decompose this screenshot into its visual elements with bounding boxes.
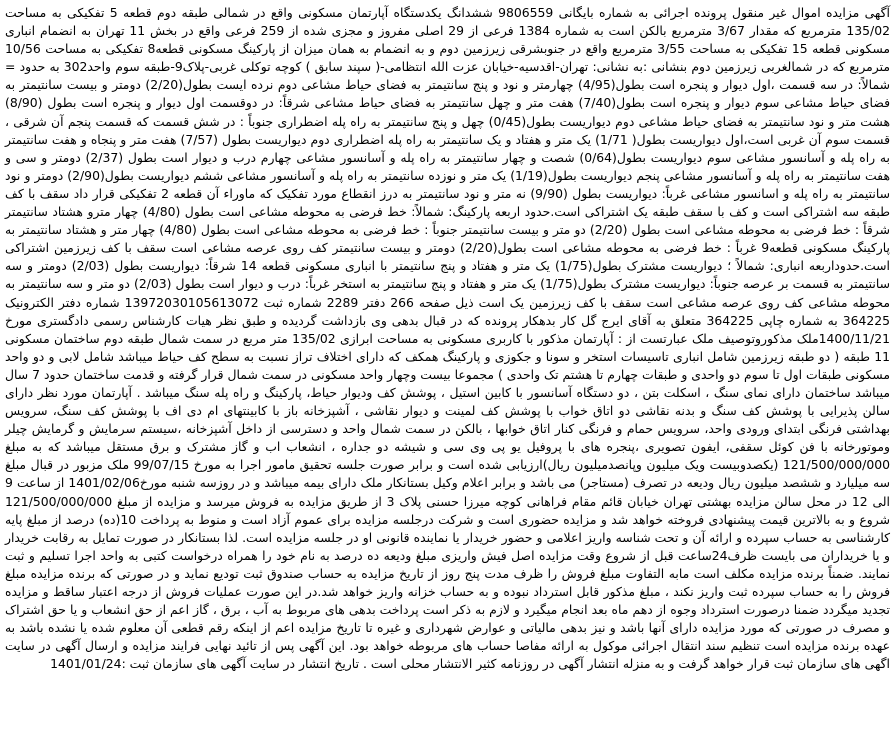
auction-notice-body: آگهی مزایده اموال غیر منقول پرونده اجرائی به شماره بایگانی 9806559 ششدانگ یکدستگاه آپارتمان مسکونی واقع در شمالی طبقه دوم قطعه 5 تفکیکی به مساحت 135/02 مترمربع که مقدار 3/67 مترمربع بالکن است به شماره 1384 فرعی از 29 اصلی مفروز و مجزی شده از 259 فرعی واقع در بخش 11 تهران به انضمام انباری مسکونی قطعه 15 تفکیکی به مساحت 3/55 مترمربع واقع در جنوبشرقی زیرزمین دوم و به انضمام به همان میزان از پارکینگ مسکونی قطعه8 تفکیکی به مساحت 10/56 مترمربع که در شمالغربی زیرزمین دوم بنشانی :به نشانی: تهران-اقدسیه-خیابان عزت الله انتظامی-( سپند سابق ) کوچه توکلی غربی-پلاک9-طبقه سوم واحد302 به حدود = شمالاً: در سه قسمت ،اول دیوار و پنجره است بطول(4/95) چهارمتر و نود و پنج سانتیمتر به فضای حیاط مشاعی دوم نرده ایست بطول(2/20) دومتر و بیست سانتیمتر به فضای حیاط مشاعی سوم دیوار و پنجره است بطول(7/40) هفت متر و چهل سانتیمتر به فضای حیاط مشاعی شرقاً: در دوقسمت اول دیوار و پنجره است بطول (8/90) هشت متر و نود سانتیمتر به فضای حیاط مشاعی دوم دیواریست بطول(0/45) چهل و پنج سانتیمتر به راه پله اضطراری جنوباً : در شش قسمت که قسمت پنجم آن شرقی ، قسمت سوم آن غربی است،اول دیواریست بطول( 1/71) یک متر و هفتاد و یک سانتیمتر به راه پله اضطراری دوم دیواریست بطول (7/57) هفت متر و پنجاه و هفت سانتیمتر به راه پله و آسانسور مشاعی سوم دیواریست بطول(0/64) شصت و چهار سانتیمتر به راه پله و آسانسور مشاعی چهارم درب و دیوار است بطول (2/37) دومتر و سی و هفت سانتیمتر به راه پله و آسانسور مشاعی پنجم دیواریست بطول(1/19) یک متر و نوزده سانتیمتر به راه پله و آسانسور مشاعی ششم دیواریست بطول(2/90) دومتر و نود سانتیمتر به راه پله و اسانسور مشاعی غرباً: دیواریست بطول (9/90) نه متر و نود سانتیمتر به درز انقطاع مورد تفکیک که ماوراء آن قطعه 2 تفکیکی قرار داد سقف با کف طبقه سه اشتراکی است و کف با سقف طبقه یک اشتراکی است.حدود اربعه پارکینگ: شمالاً: خط فرضی به محوطه مشاعی است بطول (4/80) چهار مترو هشتاد سانتیمتر شرقاً : خط فرضی به محوطه مشاعی است بطول (2/20) دو متر و بیست سانتیمتر جنوباً : خط فرضی به محوطه مشاعی است بطول (4/80) چهار متر و هشتاد سانتیمتر به پارکینگ مسکونی قطعه9 غرباً : خط فرضی به محوطه مشاعی است بطول(2/20) دومتر و بیست سانتیمتر کف روی عرصه مشاعی است سقف با کف زیرزمین اشتراکی است.حدوداربعه انباری: شمالاً ؛ دیواریست مشترک بطول(1/75) یک متر و هفتاد و پنج سانتیمتر با انباری مسکونی قطعه 14 شرقاً: دیواریست بطول (2/03) دومتر و سه سانتیمتر به قسمت بر عرصه جنوباً: دیواریست مشترک بطول(1/75) یک متر و هفتاد و پنج سانتیمتر به استخر غرباً: درب و دیوار است بطول (2/03) دو متر و سه سانتیمتر به محوطه مشاعی کف روی عرصه مشاعی است سقف با کف زیرزمین یک است ذیل صفحه 266 دفتر 2289 شماره ثبت 13972030105613072 شماره دفتر الکترونیک 364225 به شماره چاپی 364225 متعلق به آقای ایرج گل کار بدهکار پرونده که در قبال بدهی وی بازداشت گردیده و طبق نظر هیات کارشناس رسمی دادگستری مورخ 1400/11/21ملک مذکوروتوصیف ملک عبارتست از : آپارتمان مذکور با کاربری مسکونی به مساحت ابرازی 135/02 متر مربع در سمت شمال طبقه دوم ساختمان مسکونی 11 طبقه ( دو طبقه زیرزمین شامل انباری تاسیسات استخر و سونا و جکوزی و پارکینگ همکف که دارای اختلاف تراز نسبت به سطح کف حیاط میباشد شامل لابی و دو واحد مسکونی طبقات اول تا سوم دو واحدی و طبقات چهارم تا هشتم تک واحدی ) مجموعا بیست وچهار واحد مسکونی در سمت شمال قرار گرفته و قدمت ساختمان حدود 7 سال میباشد ساختمان دارای نمای سنگ ، اسکلت بتن ، دو دستگاه آسانسور با کابین استیل ، پوشش کف ودیوار حیاط، پارکینگ و راه پله سنگ میباشد . آپارتمان مورد نظر دارای سالن پذیرایی با پوشش کف سنگ و بدنه نقاشی دو اتاق خواب با پوشش کف لمینت و دیوار نقاشی ، آشپزخانه باز با کابینتهای ام دی اف با پوشش کف سنگ، سرویس بهداشتی فرنگی ابتدای ورودی واحد، سرویس حمام و فرنگی کنار اتاق خوابها ، بالکن در سمت شمال واحد و دسترسی از داخل آشپزخانه ،سیستم سرمایش و گرمایش چیلر وموتورخانه با فن کوئل سقفی، ایفون تصویری ،پنجره های با پروفیل یو پی وی سی و شیشه دو جداره ، انشعاب اب و گاز مشترک و برق مستقل میباشد که به مبلغ 121/500/000/000 (یکصدوبیست ویک میلیون وپانصدمیلیون ریال)ارزیابی شده است و برابر صورت جلسه تحقیق مامور اجرا به مورخ 99/07/15 ملک مزبور در قبال مبلغ سه میلیارد و ششصد میلیون ریال ودیعه در تصرف (مستاجر) می باشد و برابر اعلام وکیل بستانکار ملک دارای بیمه میباشد و در روزسه شنبه مورخ1401/02/06 از ساعت 9 الی 12 در محل سالن مزایده بهشتی تهران خیابان قائم مقام فراهانی کوچه میرزا حسنی پلاک 3 از طریق مزایده به فروش میرسد و مزایده از مبلغ 121/500/000/000 شروع و به بالاترین قیمت پیشنهادی فروخته خواهد شد و مزایده حضوری است و شرکت درجلسه مزایده برای عموم آزاد است و منوط به پرداخت 10(ده) درصد از مبلغ پایه کارشناسی به حساب سپرده و ارائه آن و تحت شناسه واریز اعلامی و حضور خریدار یا نماینده قانونی او در جلسه مزایده است. لذا بستانکار در صورت تمایل به رقابت خریدار و یا خریداران می بایست ظرف24ساعت قبل از شروع وقت مزایده اصل فیش واریزی مبلغ ودیعه ده درصد به نام خود را همراه درخواست کتبی به واحد اجرا تسلیم و ثبت نمایند. ضمناً برنده مزایده مکلف است مابه التفاوت مبلغ فروش را ظرف مدت پنج روز از تاریخ مزایده به حساب صندوق ثبت تودیع نماید و در صورتی که برنده مزایده مبلغ فروش را به حساب سپرده ثبت واریز نکند ، مبلغ مذکور قابل استرداد نبوده و به حساب خزانه واریز خواهد شد.در این صورت عملیات فروش از درجه اعتبار ساقط و مزایده تجدید میگردد ضمنا درصورت استرداد وجوه از دهم ماه بعد انجام میگیرد و لازم به ذکر است پرداخت بدهی های مربوط به آب ، برق ، گاز اعم از حق انشعاب و یا حق اشتراک و مصرف در صورتی که مورد مزایده دارای آنها باشد و نیز بدهی مالیاتی و عوارض شهرداری و غیره تا تاریخ مزایده اعم از اینکه رقم قطعی آن معلوم شده یا نشده باشد به عهده برنده مزایده است تنظیم سند انتقال اجرائی موکول به ارائه مفاصا حساب های مربوطه خواهد بود. این آگهی پس از تائید نهایی فرایند مزایده و ارسال آگهی در سایت اگهی های سازمان ثبت قرار خواهد گرفت و به منزله انتشار آگهی در روزنامه کثیر الانتشار محلی است . تاریخ انتشار در سایت آگهی های سازمان ثبت :1401/01/24 — [5, 5, 891, 672]
